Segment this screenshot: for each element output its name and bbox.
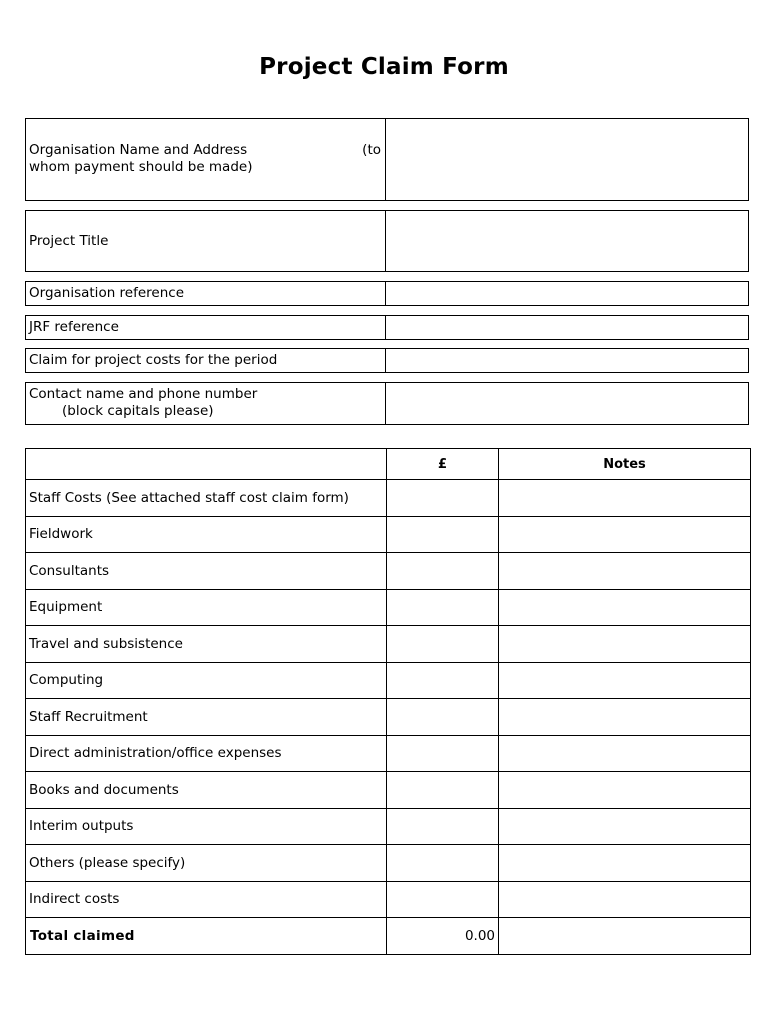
- costs-header-item: [26, 449, 387, 480]
- org-name-label-text: Organisation Name and Address: [29, 142, 248, 158]
- total-notes-field[interactable]: [499, 918, 751, 955]
- cost-item-label: Others (please specify): [26, 845, 387, 882]
- org-reference-label: Organisation reference: [26, 282, 386, 305]
- cost-notes-field[interactable]: [499, 808, 751, 845]
- cost-notes-field[interactable]: [499, 516, 751, 553]
- cost-item-label: Consultants: [26, 553, 387, 590]
- total-claimed-value: 0.00: [387, 918, 499, 955]
- org-reference-field[interactable]: [386, 282, 748, 305]
- cost-notes-field[interactable]: [499, 845, 751, 882]
- cost-notes-field[interactable]: [499, 881, 751, 918]
- claim-period-label: Claim for project costs for the period: [26, 349, 386, 372]
- cost-amount-field[interactable]: [387, 772, 499, 809]
- table-row: [26, 772, 751, 809]
- cost-item-label: Travel and subsistence: [26, 626, 387, 663]
- table-row: [26, 662, 751, 699]
- cost-notes-field[interactable]: [499, 626, 751, 663]
- cost-notes-field[interactable]: [499, 772, 751, 809]
- contact-label-line2: (block capitals please): [62, 403, 214, 419]
- cost-amount-field[interactable]: [387, 699, 499, 736]
- contact-row: [25, 382, 749, 425]
- table-row: [26, 699, 751, 736]
- costs-header-notes: Notes: [499, 449, 751, 480]
- jrf-reference-row: [25, 315, 749, 340]
- cost-amount-field[interactable]: [387, 662, 499, 699]
- contact-label-line1: Contact name and phone number: [29, 386, 258, 402]
- page-title: Project Claim Form: [259, 54, 509, 80]
- table-row: [26, 589, 751, 626]
- claim-period-field[interactable]: [386, 349, 748, 372]
- org-reference-row: [25, 281, 749, 306]
- costs-table: [25, 448, 751, 955]
- costs-header-amount: £: [387, 449, 499, 480]
- cost-item-label: Equipment: [26, 589, 387, 626]
- cost-item-label: Staff Recruitment: [26, 699, 387, 736]
- cost-item-label: Interim outputs: [26, 808, 387, 845]
- cost-item-label: Direct administration/office expenses: [26, 735, 387, 772]
- cost-item-label: Indirect costs: [26, 881, 387, 918]
- table-row: [26, 881, 751, 918]
- org-name-row: [25, 118, 749, 201]
- claim-period-row: [25, 348, 749, 373]
- contact-field[interactable]: [386, 383, 748, 424]
- cost-notes-field[interactable]: [499, 699, 751, 736]
- cost-amount-field[interactable]: [387, 516, 499, 553]
- table-row: [26, 516, 751, 553]
- cost-amount-field[interactable]: [387, 808, 499, 845]
- table-row: [26, 626, 751, 663]
- table-row: [26, 735, 751, 772]
- cost-notes-field[interactable]: [499, 662, 751, 699]
- cost-notes-field[interactable]: [499, 480, 751, 517]
- org-name-label: [26, 119, 386, 200]
- project-title-label: Project Title: [26, 211, 386, 271]
- contact-label: [26, 383, 386, 424]
- table-row: [26, 845, 751, 882]
- cost-notes-field[interactable]: [499, 553, 751, 590]
- jrf-reference-label: JRF reference: [26, 316, 386, 339]
- org-name-label-line2: whom payment should be made): [29, 159, 253, 175]
- project-title-row: [25, 210, 749, 272]
- cost-notes-field[interactable]: [499, 735, 751, 772]
- cost-notes-field[interactable]: [499, 589, 751, 626]
- cost-item-label: Computing: [26, 662, 387, 699]
- cost-item-label: Books and documents: [26, 772, 387, 809]
- cost-amount-field[interactable]: [387, 626, 499, 663]
- table-row: [26, 808, 751, 845]
- total-row: [26, 918, 751, 955]
- costs-header-row: [26, 449, 751, 480]
- cost-item-label: Fieldwork: [26, 516, 387, 553]
- cost-amount-field[interactable]: [387, 845, 499, 882]
- org-name-note: (to: [362, 142, 381, 158]
- cost-item-label: Staff Costs (See attached staff cost claim form): [26, 480, 387, 517]
- org-name-field[interactable]: [386, 119, 748, 200]
- cost-amount-field[interactable]: [387, 735, 499, 772]
- cost-amount-field[interactable]: [387, 553, 499, 590]
- total-claimed-label: Total claimed: [26, 918, 387, 955]
- cost-amount-field[interactable]: [387, 480, 499, 517]
- jrf-reference-field[interactable]: [386, 316, 748, 339]
- table-row: [26, 480, 751, 517]
- table-row: [26, 553, 751, 590]
- project-title-field[interactable]: [386, 211, 748, 271]
- cost-amount-field[interactable]: [387, 589, 499, 626]
- cost-amount-field[interactable]: [387, 881, 499, 918]
